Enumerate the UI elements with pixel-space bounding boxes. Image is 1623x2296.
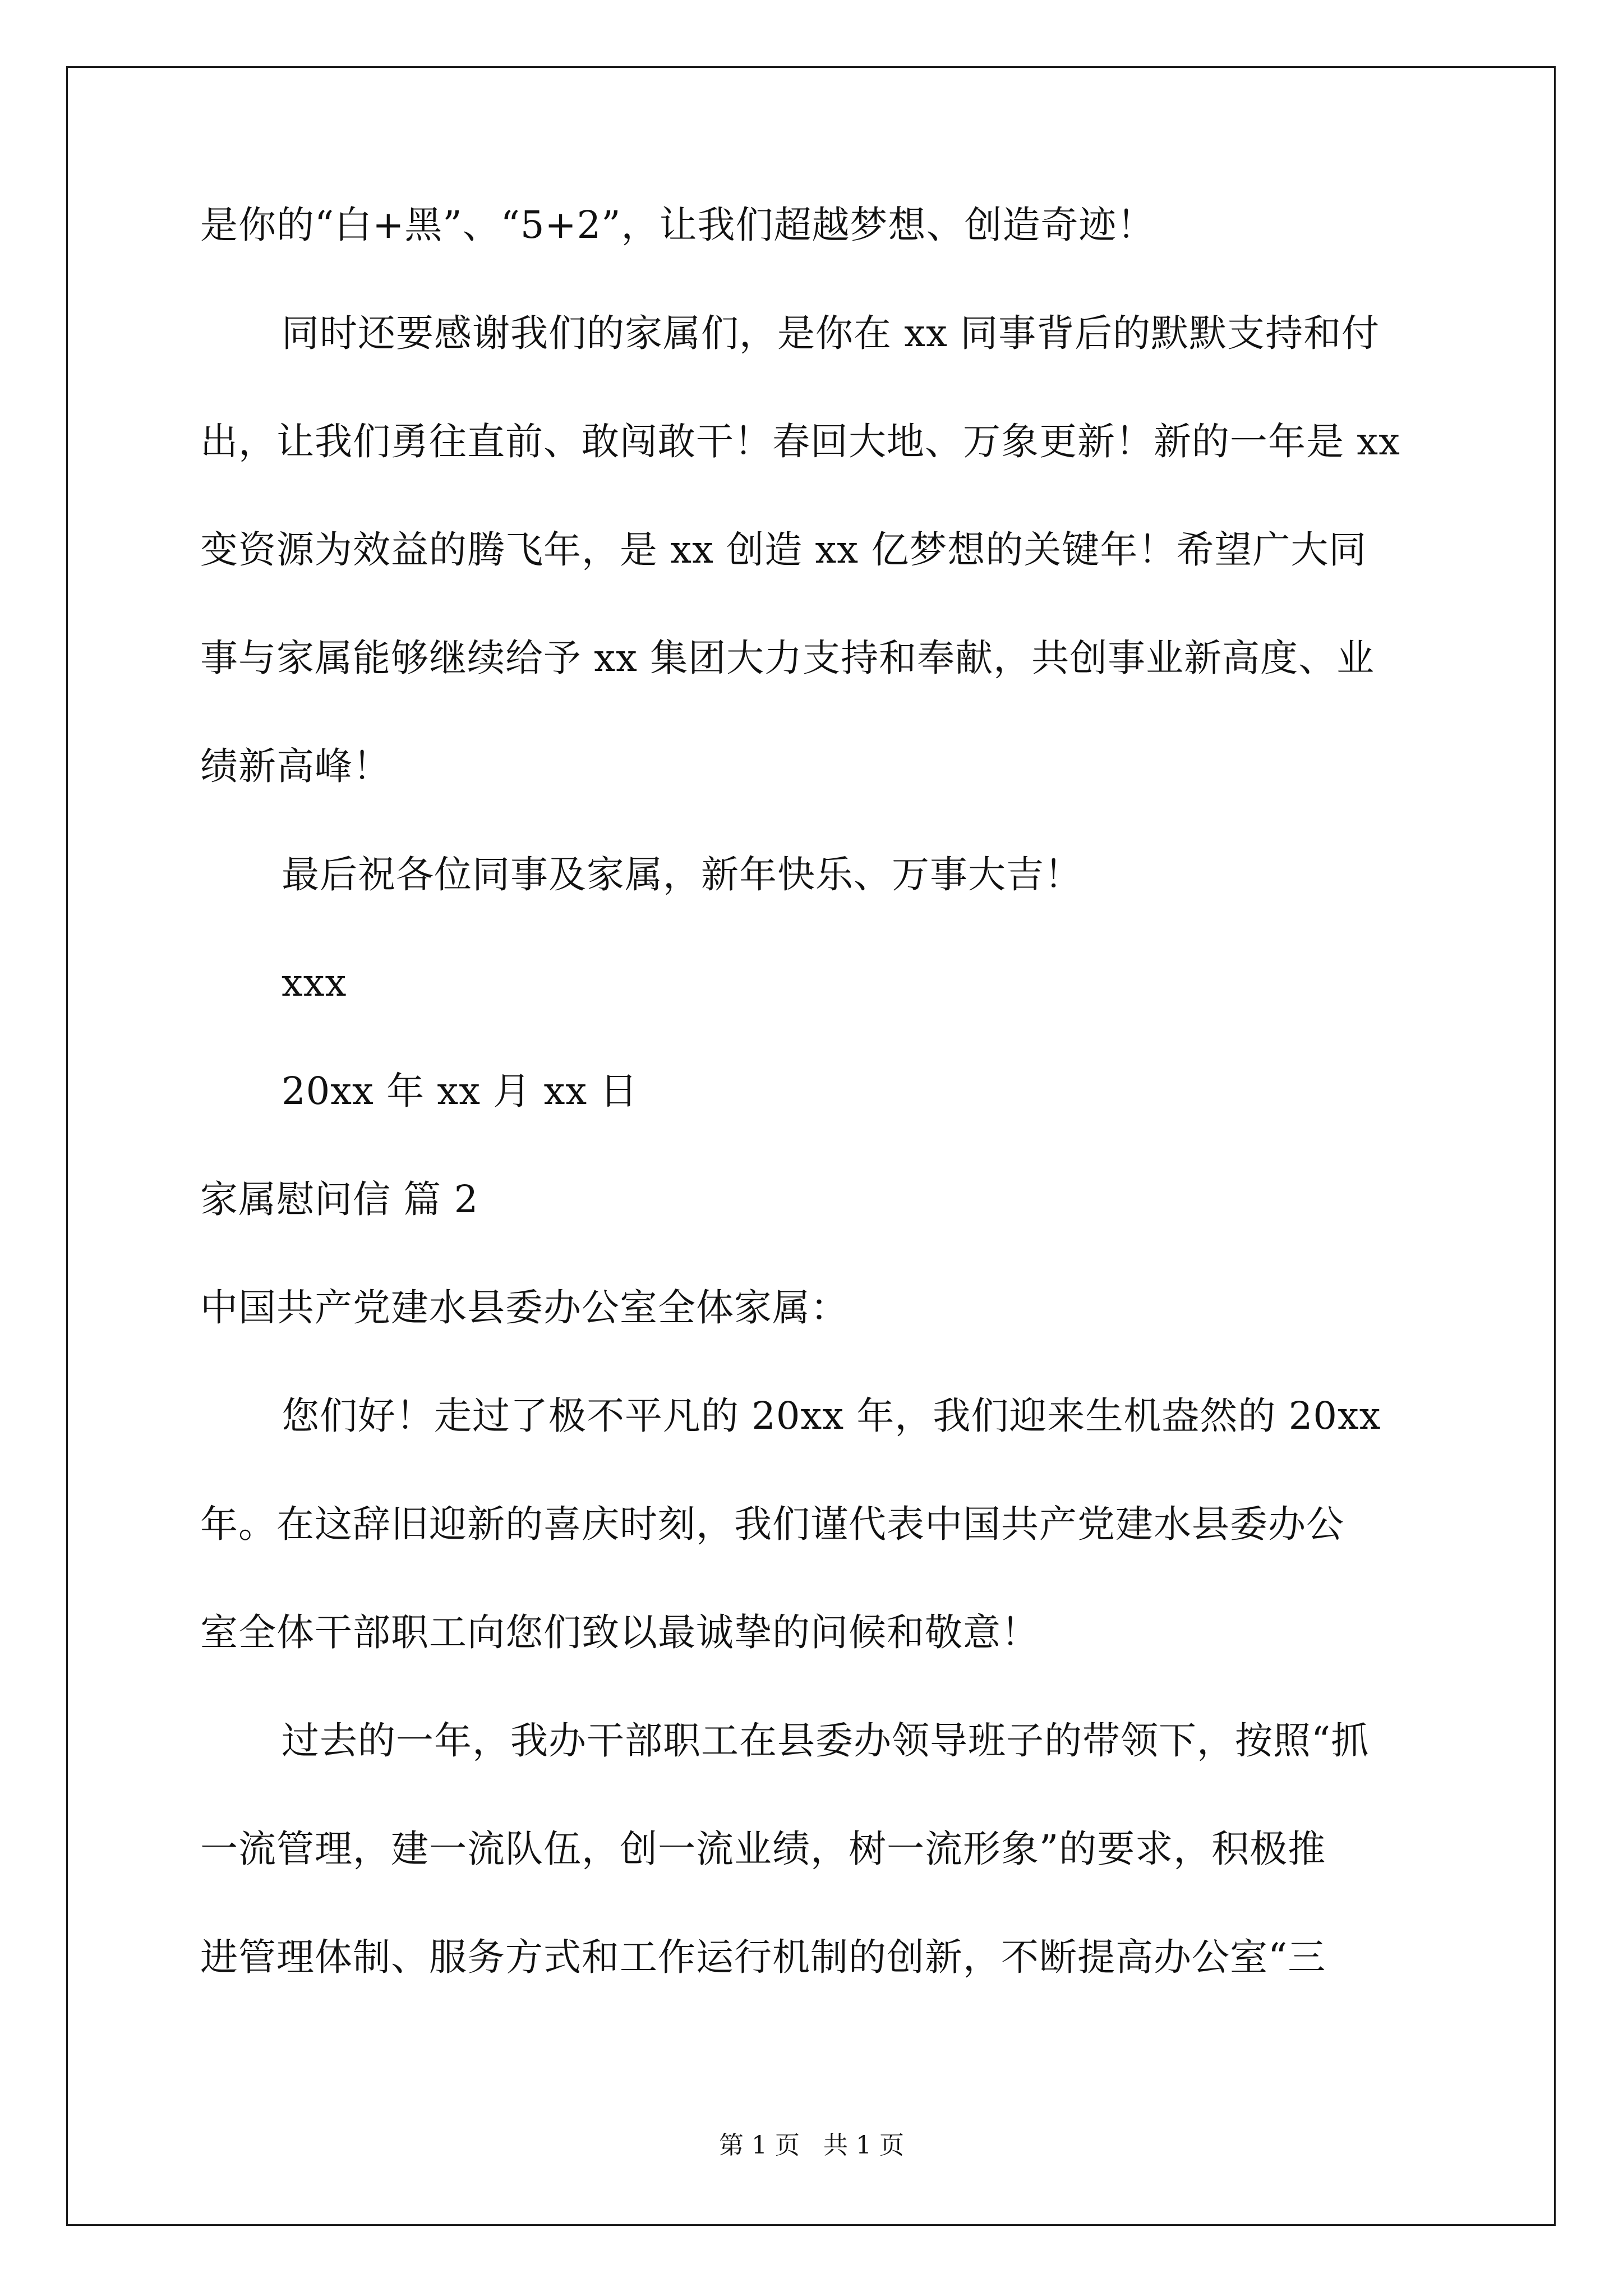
text-line: 室全体干部职工向您们致以最诚挚的问候和敬意！ — [200, 1611, 1039, 1654]
signature-date: 20xx 年 xx 月 xx 日 — [282, 1069, 638, 1113]
text-line: 进管理体制、服务方式和工作运行机制的创新，不断提高办公室“三 — [200, 1935, 1326, 1979]
salutation: 中国共产党建水县委办公室全体家属： — [200, 1286, 849, 1329]
text-line: 绩新高峰！ — [200, 744, 391, 788]
text-line: 最后祝各位同事及家属，新年快乐、万事大吉！ — [282, 853, 1082, 896]
page-border — [66, 66, 1556, 2226]
text-line: 是你的“白+黑”、“5+2”，让我们超越梦想、创造奇迹！ — [200, 203, 1155, 247]
text-line: 同时还要感谢我们的家属们，是你在 xx 同事背后的默默支持和付 — [282, 311, 1380, 355]
text-line: 事与家属能够继续给予 xx 集团大力支持和奉献，共创事业新高度、业 — [200, 636, 1375, 680]
text-line: 出，让我们勇往直前、敢闯敢干！春回大地、万象更新！新的一年是 xx — [200, 420, 1400, 463]
text-line: 一流管理，建一流队伍，创一流业绩，树一流形象”的要求，积极推 — [200, 1827, 1326, 1871]
text-line: 变资源为效益的腾飞年，是 xx 创造 xx 亿梦想的关键年！希望广大同 — [200, 528, 1367, 572]
text-line: 过去的一年，我办干部职工在县委办领导班子的带领下，按照“抓 — [282, 1719, 1370, 1763]
text-line: 年。在这辞旧迎新的喜庆时刻，我们谨代表中国共产党建水县委办公 — [200, 1502, 1344, 1546]
text-line: 您们好！走过了极不平凡的 20xx 年，我们迎来生机盎然的 20xx — [282, 1394, 1381, 1438]
signature-name: xxx — [282, 961, 347, 1005]
page-number-footer: 第 1 页 共 1 页 — [719, 2131, 904, 2160]
section-heading: 家属慰问信 篇 2 — [200, 1177, 479, 1221]
